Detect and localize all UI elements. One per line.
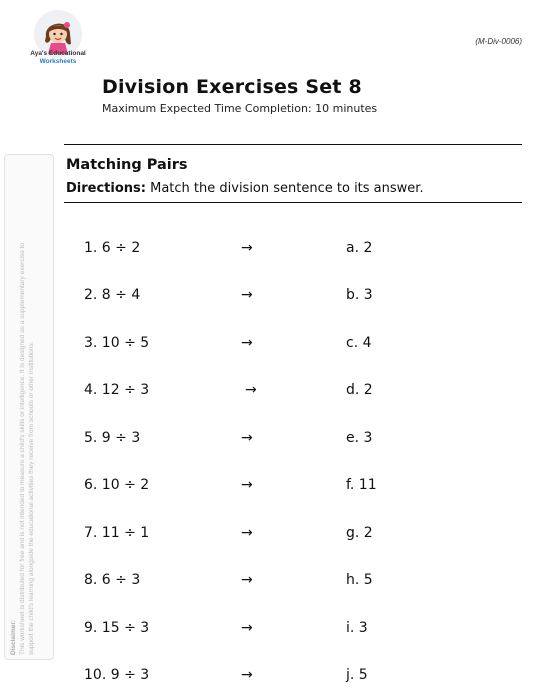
answer: g. 2 xyxy=(346,525,373,541)
page-subtitle: Maximum Expected Time Completion: 10 minutes xyxy=(102,102,378,115)
logo-brand-line1: Aya's Educational xyxy=(30,50,86,57)
top-divider xyxy=(64,144,522,145)
answer: i. 3 xyxy=(346,620,368,636)
section-divider xyxy=(64,202,522,203)
list-item xyxy=(0,667,538,687)
list-item xyxy=(0,477,538,497)
directions xyxy=(66,181,424,196)
answer: h. 5 xyxy=(346,572,373,588)
section-title: Matching Pairs xyxy=(66,157,188,173)
disclaimer-line-2: support the child's learning alongside the educational activities they receive from schools or other institutions. xyxy=(28,341,35,655)
question: 3. 10 ÷ 5 xyxy=(84,335,150,351)
question: 7. 11 ÷ 1 xyxy=(84,525,150,541)
disclaimer-line-1: This worksheet is distributed for free and is not intended to measure a child's skills or intelligence. It is designed as a supplementary exercise to xyxy=(19,242,26,655)
directions-label: Directions: xyxy=(66,181,146,196)
arrow-right-icon: → xyxy=(241,667,253,683)
list-item xyxy=(0,572,538,592)
list-item xyxy=(0,525,538,545)
list-item xyxy=(0,335,538,355)
question: 4. 12 ÷ 3 xyxy=(84,382,150,398)
list-item xyxy=(0,620,538,640)
question: 10. 9 ÷ 3 xyxy=(84,667,150,683)
answer: e. 3 xyxy=(346,430,373,446)
page-title: Division Exercises Set 8 xyxy=(102,76,362,98)
arrow-right-icon: → xyxy=(241,525,253,541)
directions-text: Match the division sentence to its answer. xyxy=(145,181,424,196)
question: 2. 8 ÷ 4 xyxy=(84,287,141,303)
answer: b. 3 xyxy=(346,287,373,303)
arrow-right-icon: → xyxy=(241,335,253,351)
arrow-right-icon: → xyxy=(245,382,257,398)
list-item xyxy=(0,382,538,402)
list-item xyxy=(0,240,538,260)
arrow-right-icon: → xyxy=(241,240,253,256)
list-item xyxy=(0,430,538,450)
answer: c. 4 xyxy=(346,335,372,351)
question: 5. 9 ÷ 3 xyxy=(84,430,141,446)
list-item xyxy=(0,287,538,307)
question: 6. 10 ÷ 2 xyxy=(84,477,150,493)
arrow-right-icon: → xyxy=(241,287,253,303)
question: 9. 15 ÷ 3 xyxy=(84,620,150,636)
answer: f. 11 xyxy=(346,477,377,493)
logo xyxy=(24,10,92,68)
arrow-right-icon: → xyxy=(241,477,253,493)
worksheet-code: (M-Div-0006) xyxy=(475,37,522,46)
arrow-right-icon: → xyxy=(241,620,253,636)
logo-brand-line2: Worksheets xyxy=(39,58,77,65)
question: 1. 6 ÷ 2 xyxy=(84,240,141,256)
answer: d. 2 xyxy=(346,382,373,398)
answer: a. 2 xyxy=(346,240,373,256)
answer: j. 5 xyxy=(346,667,368,683)
arrow-right-icon: → xyxy=(241,430,253,446)
question: 8. 6 ÷ 3 xyxy=(84,572,141,588)
arrow-right-icon: → xyxy=(241,572,253,588)
disclaimer-title: Disclaimer: xyxy=(10,619,17,655)
